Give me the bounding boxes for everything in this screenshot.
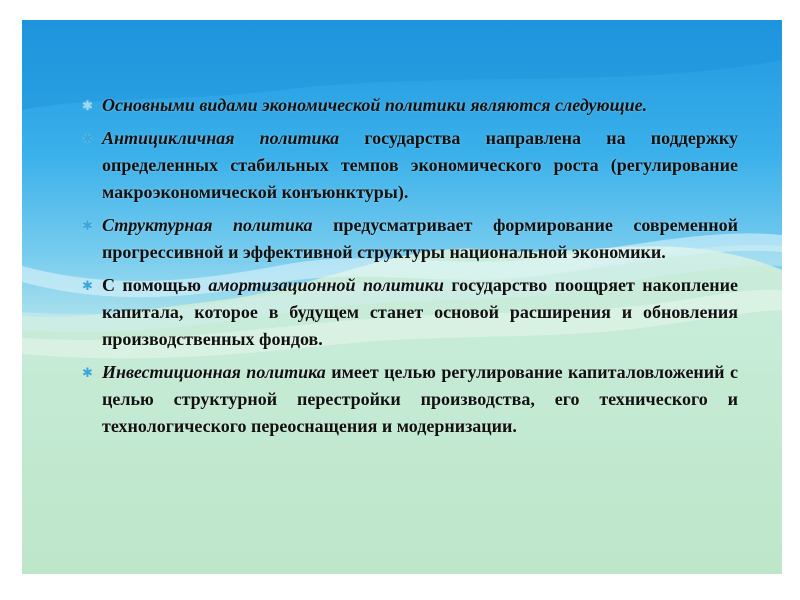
item-5-text: имеет целью регулирование капиталовложений с целью структурной перестройки производства, его технического и технологического переоснащения и модернизации. (102, 362, 738, 436)
asterisk-bullet-icon: ✱ (82, 218, 93, 233)
bullet-item-3 (78, 212, 738, 266)
bullet-item-4 (78, 272, 738, 353)
asterisk-bullet-icon: ✱ (82, 278, 93, 293)
item-3-italic-text: Структурная политика (102, 215, 313, 235)
item-2-text: государства направлена на поддержку определенных стабильных темпов экономического роста (регулирование макроэкономической конъюнктуры). (102, 128, 738, 202)
item-5-italic-text: Инвестиционная политика (102, 362, 326, 382)
item-4-italic-text-b: политики (355, 275, 444, 295)
item-1-italic-text: Основными видами экономической политики являются следующие. (102, 95, 648, 115)
item-4-text: государство поощряет накопление капитала, которое в будущем станет основой расширения и обновления производственных фондов. (102, 275, 738, 349)
asterisk-bullet-icon: ✱ (82, 131, 93, 146)
asterisk-bullet-icon: ✱ (82, 98, 93, 113)
item-2-italic-text-b: я политика (225, 128, 340, 148)
asterisk-bullet-icon: ✱ (82, 365, 93, 380)
bullet-item-1 (78, 92, 738, 119)
item-3-text: предусматривает формирование современной прогрессивной и эффективной структуры национальной экономики. (102, 215, 739, 262)
bullet-item-5 (78, 359, 738, 440)
item-2-italic-text-a: Антициклична (102, 128, 226, 148)
item-4-italic-text-a: амортизационной (208, 275, 356, 295)
item-4-leading-text: С помощью (102, 275, 209, 295)
background-panel (22, 20, 782, 574)
bullet-list (78, 92, 738, 446)
bullet-item-2 (78, 125, 738, 206)
